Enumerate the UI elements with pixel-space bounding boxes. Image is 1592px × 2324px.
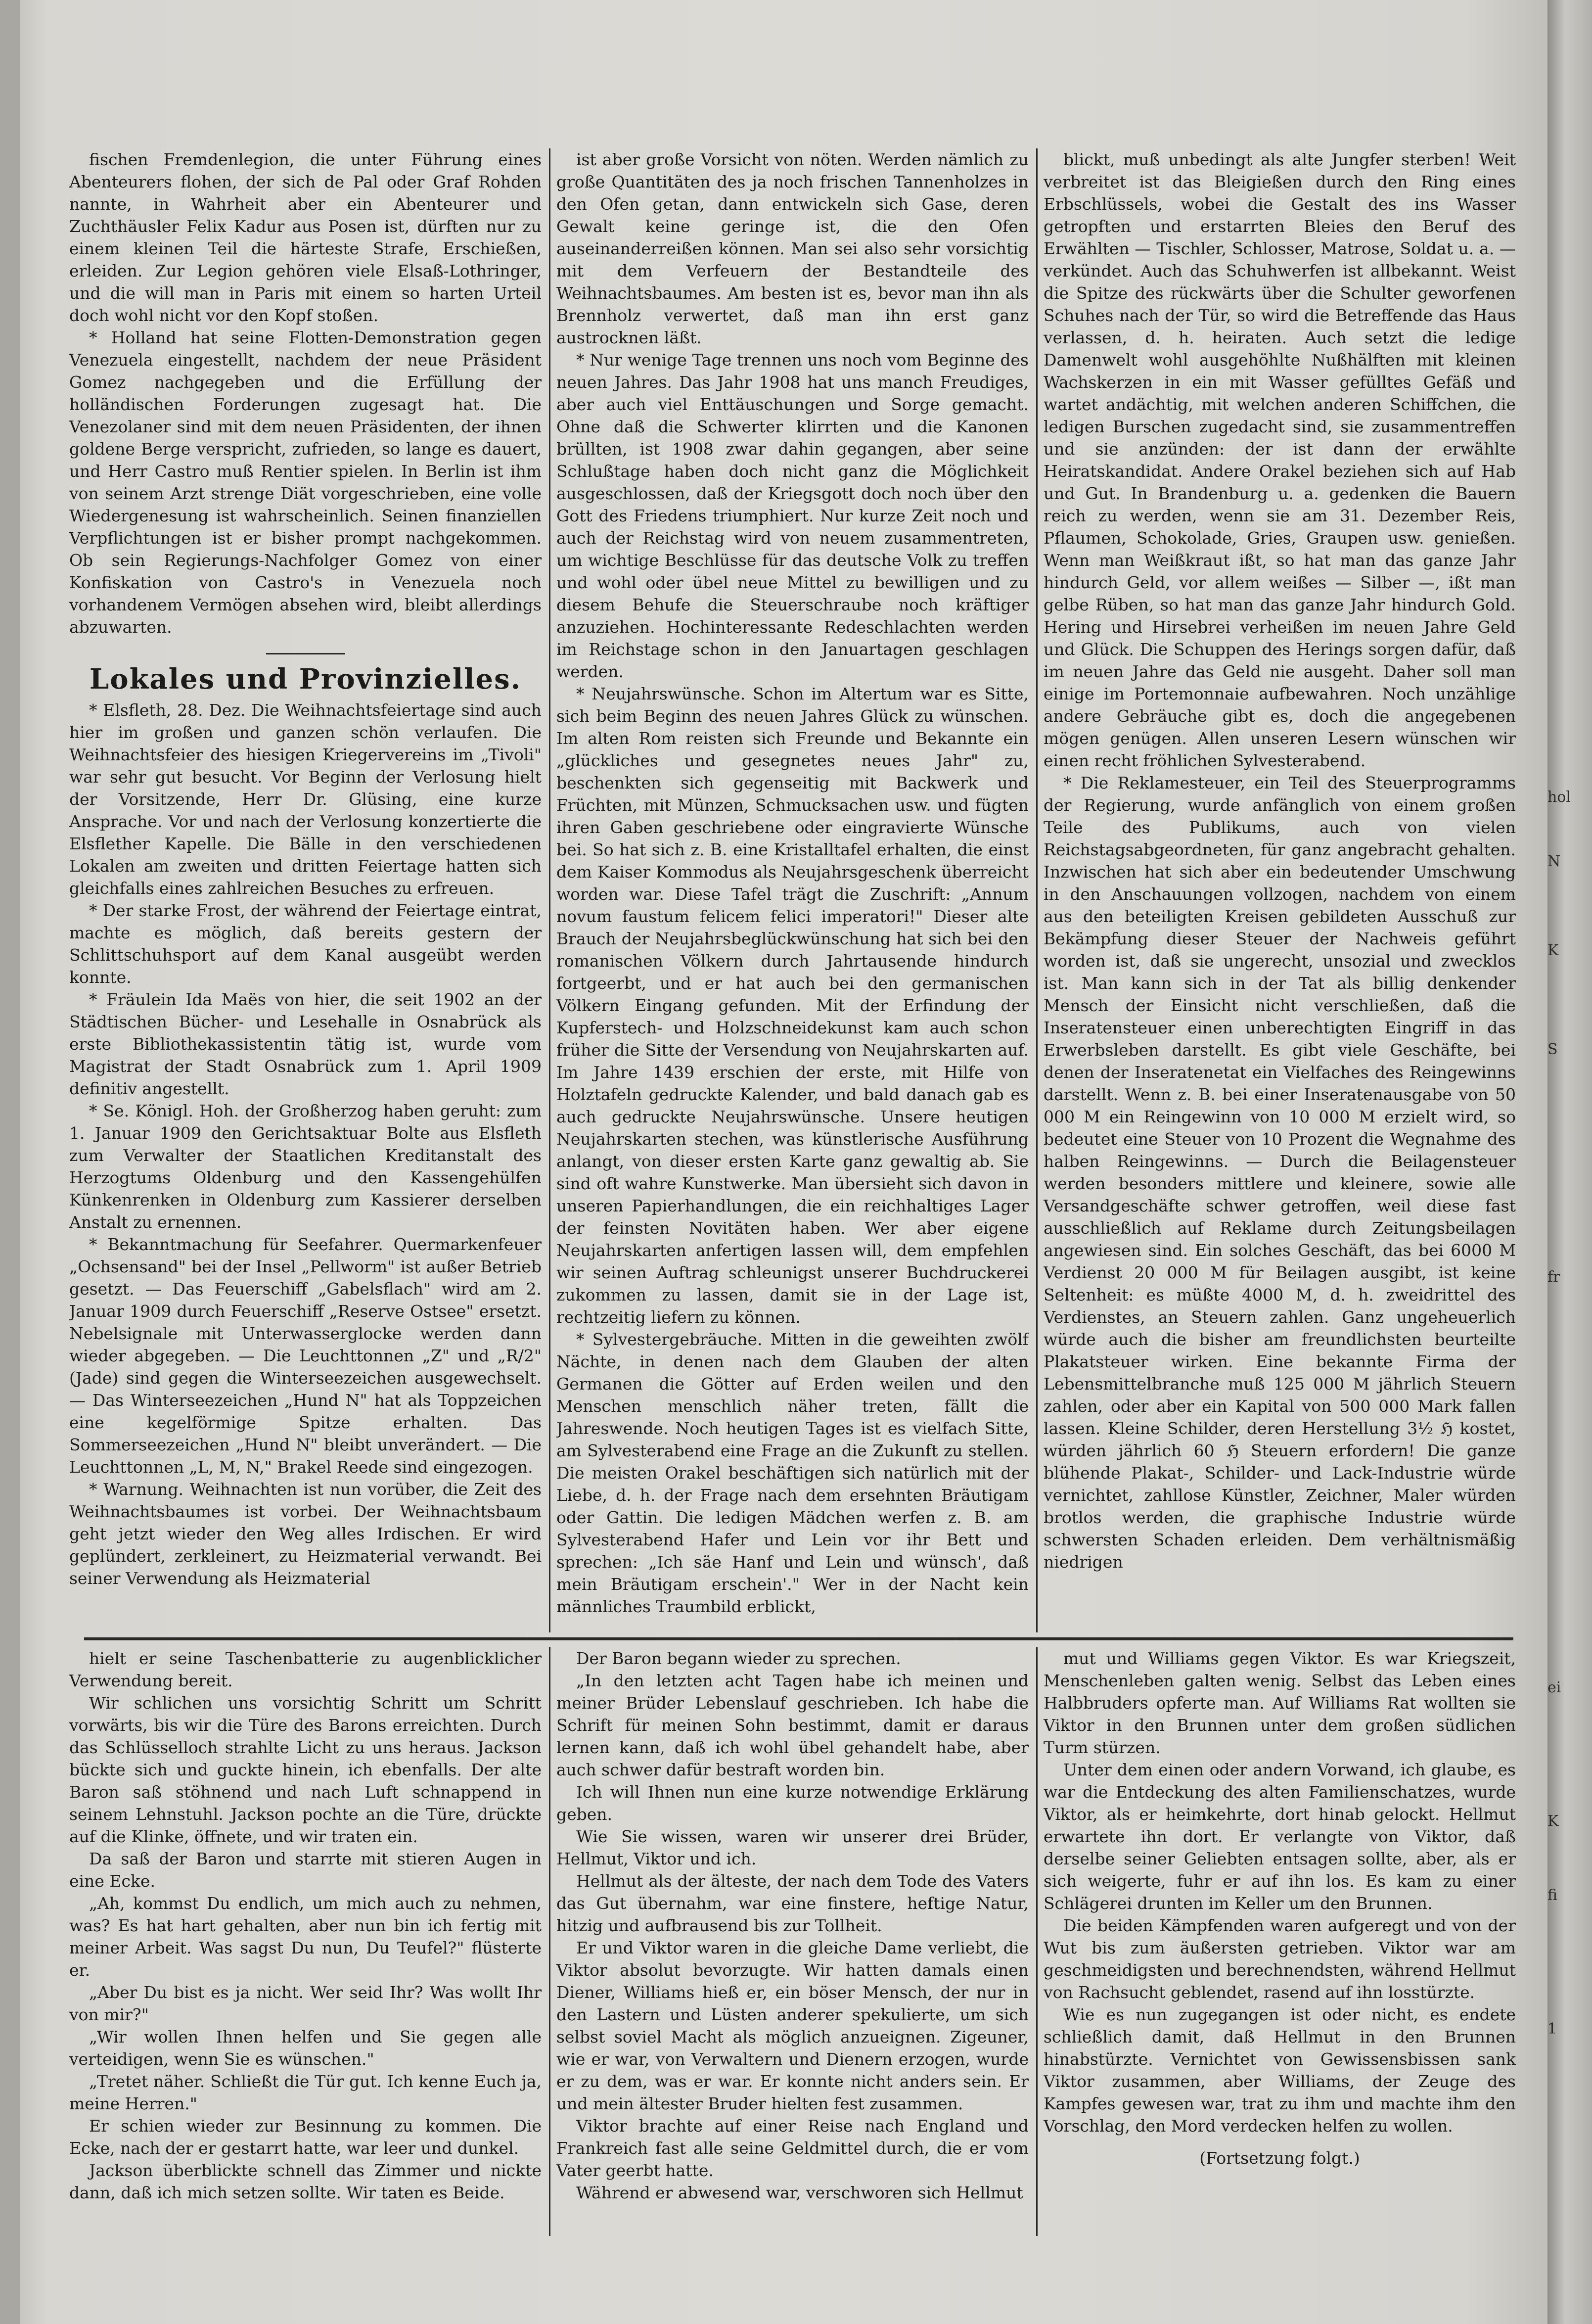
top-column-3: [1044, 148, 1516, 1632]
adjacent-page-fragment: N: [1547, 853, 1561, 870]
article-paragraph: * Holland hat seine Flotten-Demonstration gegen Venezuela eingestellt, nachdem der neue Präsident Gomez nachgegeben und die Erfüllung der holländischen Forderungen zugesagt hat. Die Venezolaner sind mit dem neuen Präsidenten, der ihnen goldene Berge verspricht, zufrieden, so lange es dauert, und Herr Castro muß Rentier spielen. In Berlin ist ihm von seinem Arzt strenge Diät vorgeschrieben, eine volle Wiedergenesung ist wahrscheinlich. Seinen finanziellen Verpflichtungen ist er bisher prompt nachgekommen. Ob sein Regierungs-Nachfolger Gomez von einer Konfiskation von Castro's in Venezuela noch vorhandenem Vermögen absehen wird, bleibt allerdings abzuwarten.: [69, 328, 542, 637]
adjacent-page-fragment: fr: [1547, 1268, 1560, 1286]
story-paragraph: Wie Sie wissen, waren wir unserer drei Brüder, Hellmut, Viktor und ich.: [556, 1827, 1029, 1868]
continuation-note: (Fortsetzung folgt.): [1199, 2148, 1360, 2168]
story-paragraph: Während er abwesend war, verschworen sich Hellmut: [576, 2183, 1023, 2202]
article-paragraph: blickt, muß unbedingt als alte Jungfer sterben! Weit verbreitet ist das Bleigießen durch den Ring eines Erbschlüssels, wobei die Gestalt des ins Wasser getropften und erstarrten Bleies den Beruf des Erwählten — Tischler, Schlosser, Matrose, Soldat u. a. — verkündet. Auch das Schuhwerfen ist allbekannt. Weist die Spitze des rückwärts über die Schulter geworfenen Schuhes nach der Tür, so wird die Betreffende das Haus verlassen, d. h. heiraten. Auch setzt die ledige Damenwelt wohl ausgehöhlte Nußhälften mit kleinen Wachskerzen in ein mit Wasser gefülltes Gefäß und wartet andächtig, mit welchen anderen Schiffchen, die ledigen Burschen zugedacht sind, sie zusammentreffen und sie anzünden: der ist dann der erwählte Heiratskandidat. Andere Orakel beziehen sich auf Hab und Gut. In Brandenburg u. a. gedenken die Bauern reich zu werden, wenn sie am 31. Dezember Reis, Pflaumen, Schokolade, Gries, Graupen usw. genießen. Wenn man Weißkraut ißt, so hat man das ganze Jahr hindurch Geld, vor allem weißes — Silber —, ißt man gelbe Rüben, so hat man das ganze Jahr hindurch Gold. Hering und Hirsebrei verheißen im neuen Jahre Geld und Glück. Die Schuppen des Herings sorgen dafür, daß im neuen Jahre das Geld nie ausgeht. Daher soll man einige im Portemonnaie aufbewahren. Noch unzählige andere Gebräuche gibt es, doch die angegebenen mögen genügen. Allen unseren Lesern wünschen wir einen recht fröhlichen Sylvesterabend.: [1044, 150, 1516, 770]
top-column-1: [69, 148, 542, 1632]
section-ornament: [266, 653, 345, 654]
column-rule: [549, 148, 550, 1632]
article-paragraph: fischen Fremdenlegion, die unter Führung eines Abenteurers flohen, der sich de Pal oder Graf Rohden nannte, in Wahrheit aber ein Abenteurer und Zuchthäusler Felix Kadur aus Posen ist, dürften nur zu einem kleinen Teil die härteste Strafe, Erschießen, erleiden. Zur Legion gehören viele Elsaß-Lothringer, und die will man in Paris mit einem so harten Urteil doch wohl nicht vor den Kopf stoßen.: [69, 150, 542, 325]
story-paragraph: Hellmut als der älteste, der nach dem Tode des Vaters das Gut übernahm, war eine finstere, heftige Natur, hitzig und aufbrausend bis zur Tollheit.: [556, 1871, 1029, 1935]
story-paragraph: Wir schlichen uns vorsichtig Schritt um Schritt vorwärts, bis wir die Türe des Barons erreichten. Durch das Schlüsselloch strahlte Licht zu uns heraus. Jackson bückte sich und guckte hinein, ich ebenfalls. Der alte Baron saß stöhnend und nach Luft schnappend in seinem Lehnstuhl. Jackson pochte an die Türe, drückte auf die Klinke, öffnete, und wir traten ein.: [69, 1693, 542, 1846]
bottom-column-2: [556, 1647, 1029, 2236]
story-paragraph: Die beiden Kämpfenden waren aufgeregt und von der Wut bis zum äußersten getrieben. Viktor war am geschmeidigsten und berechnendsten, während Hellmut von Rachsucht geblendet, rasend auf ihn losstürzte.: [1044, 1916, 1516, 2002]
story-paragraph: Unter dem einen oder andern Vorwand, ich glaube, es war die Entdeckung des alten Familienschatzes, wurde Viktor, als er heimkehrte, dort hinab gelockt. Hellmut erwartete ihn dort. Er verlangte von Viktor, daß derselbe seiner Geliebten entsagen sollte, aber, als er sich weigerte, fuhr er auf ihn los. Es kam zu einer Schlägerei drunten im Keller um den Brunnen.: [1044, 1760, 1516, 1913]
scan-left-edge: [0, 0, 20, 2324]
article-paragraph: * Der starke Frost, der während der Feiertage eintrat, machte es möglich, daß bereits gestern der Schlittschuhsport auf dem Kanal ausgeübt werden konnte.: [69, 901, 542, 987]
column-rule: [1036, 148, 1038, 1632]
story-paragraph: „Tretet näher. Schließt die Tür gut. Ich kenne Euch ja, meine Herren.": [69, 2072, 542, 2113]
story-paragraph: Er schien wieder zur Besinnung zu kommen. Die Ecke, nach der er gestarrt hatte, war leer und dunkel.: [69, 2116, 542, 2158]
story-paragraph: Ich will Ihnen nun eine kurze notwendige Erklärung geben.: [556, 1782, 1029, 1824]
story-paragraph: „Wir wollen Ihnen helfen und Sie gegen alle verteidigen, wenn Sie es wünschen.": [69, 2027, 542, 2069]
adjacent-page-edge: [1547, 0, 1592, 2324]
column-rule: [549, 1647, 550, 2236]
article-paragraph: * Fräulein Ida Maës von hier, die seit 1902 an der Städtischen Bücher- und Lesehalle in Osnabrück als erste Bibliothekassistentin tätig ist, wurde vom Magistrat der Stadt Osnabrück zum 1. April 1909 definitiv angestellt.: [69, 990, 542, 1098]
article-paragraph: * Se. Königl. Hoh. der Großherzog haben geruht: zum 1. Januar 1909 den Gerichtsaktuar Bolte aus Elsfleth zum Verwalter der Staatlichen Kreditanstalt des Herzogtums Oldenburg und den Kassengehülfen Künkenrenken in Oldenburg zum Kassierer derselben Anstalt zu ernennen.: [69, 1101, 542, 1232]
story-paragraph: Wie es nun zugegangen ist oder nicht, es endete schließlich damit, daß Hellmut in den Brunnen hinabstürzte. Vernichtet von Gewissensbissen sank Viktor zusammen, aber Williams, der Zeuge des Kampfes gewesen war, trat zu ihm und machte ihm den Vorschlag, den Mord verdecken helfen zu wollen.: [1044, 2005, 1516, 2136]
article-paragraph: * Bekanntmachung für Seefahrer. Quermarkenfeuer „Ochsensand" bei der Insel „Pellworm" ist außer Betrieb gesetzt. — Das Feuerschiff „Gabelsflach" wird am 2. Januar 1909 durch Feuerschiff „Reserve Ostsee" ersetzt. Nebelsignale mit Unterwasserglocke werden dann wieder abgegeben. — Die Leuchttonnen „Z" und „R/2" (Jade) sind gegen die Winterseezeichen ausgewechselt. — Das Winterseezeichen „Hund N" hat als Toppzeichen eine kegelförmige Spitze erhalten. Das Sommerseezeichen „Hund N" bleibt unverändert. — Die Leuchttonnen „L, M, N," Brakel Reede sind eingezogen.: [69, 1235, 542, 1477]
story-paragraph: Der Baron begann wieder zu sprechen.: [576, 1649, 901, 1668]
adjacent-page-fragment: 1: [1547, 2020, 1557, 2038]
article-paragraph: * Die Reklamesteuer, ein Teil des Steuerprogramms der Regierung, wurde anfänglich von einem großen Teile des Publikums, auch von vielen Reichstagsabgeordneten, für ganz angebracht gehalten. Inzwischen hat sich aber ein bedeutender Umschwung in den Anschauungen vollzogen, nachdem von einem aus den beteiligten Kreisen gebildeten Ausschuß zur Bekämpfung dieser Steuer der Nachweis geführt worden ist, daß sie ungerecht, unsozial und zwecklos ist. Man kann sich in der Tat als billig denkender Mensch der Einsicht nicht verschließen, daß die Inseratensteuer einen unberechtigten Eingriff in das Erwerbsleben darstellt. Es gibt viele Geschäfte, bei denen der Inseratenetat ein Vielfaches des Reingewinns darstellt. Wenn z. B. bei einer Inseratenausgabe von 50 000 M ein Reingewinn von 10 000 M erzielt wird, so bedeutet eine Steuer von 10 Prozent die Wegnahme des halben Reingewinns. — Durch die Beilagensteuer werden besonders mittlere und kleinere, sowie alle Versandgeschäfte schwer getroffen, weil diese fast ausschließlich auf Reklame durch Zeitungsbeilagen angewiesen sind. Ein solches Geschäft, das bei 6000 M Verdienst 20 000 M für Beilagen ausgibt, ist keine Seltenheit: es müßte 4000 M, d. h. zweidrittel des Verdienstes, an Steuern zahlen. Ganz ungeheuerlich würde auch die bisher am freundlichsten beurteilte Plakatsteuer wirken. Eine bekannte Firma der Lebensmittelbranche muß 125 000 M jährlich Steuern zahlen, oder aber ein Kapital von 500 000 Mark fallen lassen. Kleine Schilder, deren Herstellung 3½ ℌ kostet, würden jährlich 60 ℌ Steuern erfordern! Die ganze blühende Plakat-, Schilder- und Lack-Industrie würde vernichtet, zahllose Künstler, Zeichner, Maler würden brotlos werden, die graphische Industrie würde schwersten Schaden erleiden. Dem verhältnismäßig niedrigen: [1044, 773, 1516, 1572]
article-paragraph: * Nur wenige Tage trennen uns noch vom Beginne des neuen Jahres. Das Jahr 1908 hat uns manch Freudiges, aber auch viel Enttäuschungen und Sorge gemacht. Ohne daß die Schwerter klirrten und die Kanonen brüllten, ist 1908 zwar dahin gegangen, aber seine Schlußtage haben doch nicht ganz die Möglichkeit ausgeschlossen, daß der Kriegsgott doch noch über den Gott des Friedens triumphiert. Nur kurze Zeit noch und auch der Reichstag wird von neuem zusammentreten, um wichtige Beschlüsse für das deutsche Volk zu treffen und wohl oder übel neue Mittel zu bewilligen und zu diesem Behufe die Steuerschraube noch kräftiger anzuziehen. Hochinteressante Redeschlachten werden im Reichstage schon in den Januartagen geschlagen werden.: [556, 350, 1029, 681]
adjacent-page-fragment: S: [1547, 1041, 1558, 1058]
article-paragraph: * Warnung. Weihnachten ist nun vorüber, die Zeit des Weihnachtsbaumes ist vorbei. Der Weihnachtsbaum geht jetzt wieder den Weg alles Irdischen. Er wird geplündert, zerkleinert, zu Heizmaterial verwandt. Bei seiner Verwendung als Heizmaterial: [69, 1480, 542, 1588]
adjacent-page-fragment: ei: [1547, 1679, 1561, 1696]
story-paragraph: „Aber Du bist es ja nicht. Wer seid Ihr? Was wollt Ihr von mir?": [69, 1983, 542, 2024]
article-paragraph: * Neujahrswünsche. Schon im Altertum war es Sitte, sich beim Beginn des neuen Jahres Glück zu wünschen. Im alten Rom reisten sich Freunde und Bekannte ein „glückliches und gesegnetes neues Jahr" zu, beschenkten sich gegenseitig mit Backwerk und Früchten, mit Münzen, Schmucksachen usw. und fügten ihren Gaben geschriebene oder eingravierte Wünsche bei. So hat sich z. B. eine Kristalltafel erhalten, die einst dem Kaiser Kommodus als Neujahrsgeschenk überreicht worden war. Diese Tafel trägt die Zuschrift: „Annum novum faustum felicem felici imperatori!" Dieser alte Brauch der Neujahrsbeglückwünschung hat sich bei den romanischen Völkern durch Jahrtausende hindurch fortgeerbt, und er hat auch bei den germanischen Völkern Eingang gefunden. Mit der Erfindung der Kupferstech- und Holzschneidekunst kam auch schon früher die Sitte der Versendung von Neujahrskarten auf. Im Jahre 1439 erschien der erste, mit Hilfe von Holztafeln gedruckte Kalender, und bald danach gab es auch gedruckte Neujahrswünsche. Unsere heutigen Neujahrskarten stechen, was künstlerische Ausführung anlangt, von dieser ersten Karte ganz gewaltig ab. Sie sind oft wahre Kunstwerke. Man übersieht sich davon in unseren Papierhandlungen, die ein reichhaltiges Lager der feinsten Novitäten haben. Wer aber eigene Neujahrskarten anfertigen lassen will, dem empfehlen wir seinen Auftrag schleunigst unserer Buchdruckerei zukommen zu lassen, damit sie in der Lage ist, rechtzeitig liefern zu können.: [556, 684, 1029, 1327]
feuilleton-separator: [84, 1637, 1513, 1640]
story-paragraph: „In den letzten acht Tagen habe ich meinen und meiner Brüder Lebenslauf geschrieben. Ich habe die Schrift für meinen Sohn bestimmt, damit er daraus lernen kann, daß ich wohl übel gehandelt habe, aber auch schwer dafür bestraft worden bin.: [556, 1671, 1029, 1779]
article-paragraph: * Sylvestergebräuche. Mitten in die geweihten zwölf Nächte, in denen nach dem Glauben der alten Germanen die Götter auf Erden weilen und den Menschen menschlich näher treten, fällt die Jahreswende. Noch heutigen Tages ist es vielfach Sitte, am Sylvesterabend eine Frage an die Zukunft zu stellen. Die meisten Orakel beschäftigen sich natürlich mit der Liebe, d. h. der Frage nach dem ersehnten Bräutigam oder Gattin. Die ledigen Mädchen werfen z. B. am Sylvesterabend Hafer und Lein vor ihr Bett und sprechen: „Ich säe Hanf und Lein und wünsch', daß mein Bräutigam erschein'." Wer in der Nacht kein männliches Traumbild erblickt,: [556, 1330, 1029, 1616]
bottom-column-3: [1044, 1647, 1516, 2236]
story-paragraph: „Ah, kommst Du endlich, um mich auch zu nehmen, was? Es hat hart gehalten, aber nun bin ich fertig mit meiner Arbeit. Was sagst Du nun, Du Teufel?" flüsterte er.: [69, 1894, 542, 1980]
story-paragraph: Er und Viktor waren in die gleiche Dame verliebt, die Viktor absolut bevorzugte. Wir hatten damals einen Diener, Williams hieß er, ein böser Mensch, der nur in den Lastern und Lüsten anderer spekulierte, um sich selbst soviel Macht als möglich anzueignen. Zigeuner, wie er war, von Verwaltern und Dienern erzogen, wurde er zu dem, was er war. Er konnte nicht anders sein. Er und mein ältester Bruder hielten fest zusammen.: [556, 1938, 1029, 2113]
story-paragraph: mut und Williams gegen Viktor. Es war Kriegszeit, Menschenleben galten wenig. Selbst das Leben eines Halbbruders opferte man. Auf Williams Rat wollten sie Viktor in den Brunnen unter dem großen südlichen Turm stürzen.: [1044, 1649, 1516, 1757]
top-column-2: [556, 148, 1029, 1632]
adjacent-page-fragment: fi: [1547, 1887, 1558, 1904]
bottom-column-1: [69, 1647, 542, 2236]
adjacent-page-fragment: K: [1547, 1813, 1559, 1830]
story-paragraph: Jackson überblickte schnell das Zimmer und nickte dann, daß ich mich setzen sollte. Wir taten es Beide.: [69, 2161, 542, 2202]
story-paragraph: Da saß der Baron und starrte mit stieren Augen in eine Ecke.: [69, 1849, 542, 1891]
article-paragraph: * Elsfleth, 28. Dez. Die Weihnachtsfeiertage sind auch hier im großen und ganzen schön verlaufen. Die Weihnachtsfeier des hiesigen Kriegervereins im „Tivoli" war sehr gut besucht. Vor Beginn der Verlosung hielt der Vorsitzende, Herr Dr. Glüsing, eine kurze Ansprache. Vor und nach der Verlosung konzertierte die Elsflether Kapelle. Die Bälle in den verschiedenen Lokalen am zweiten und dritten Feiertage hatten sich gleichfalls eines zahlreichen Besuches zu erfreuen.: [69, 700, 542, 898]
story-paragraph: Viktor brachte auf einer Reise nach England und Frankreich fast alle seine Geldmittel durch, die er vom Vater geerbt hatte.: [556, 2116, 1029, 2180]
column-rule: [1036, 1647, 1038, 2236]
story-paragraph: hielt er seine Taschenbatterie zu augenblicklicher Verwendung bereit.: [69, 1649, 542, 1690]
section-title: Lokales und Provinzielles.: [89, 663, 522, 696]
page-content: [54, 148, 1528, 2241]
adjacent-page-fragment: K: [1547, 942, 1559, 959]
adjacent-page-fragment: hol: [1547, 789, 1571, 806]
article-paragraph: ist aber große Vorsicht von nöten. Werden nämlich zu große Quantitäten des ja noch frischen Tannenholzes in den Ofen getan, dann entwickeln sich Gase, deren Gewalt keine geringe ist, die den Ofen auseinanderreißen können. Man sei also sehr vorsichtig mit dem Verfeuern der Bestandteile des Weihnachtsbaumes. Am besten ist es, bevor man ihn als Brennholz verwertet, daß man ihn erst ganz austrocknen läßt.: [556, 150, 1029, 347]
